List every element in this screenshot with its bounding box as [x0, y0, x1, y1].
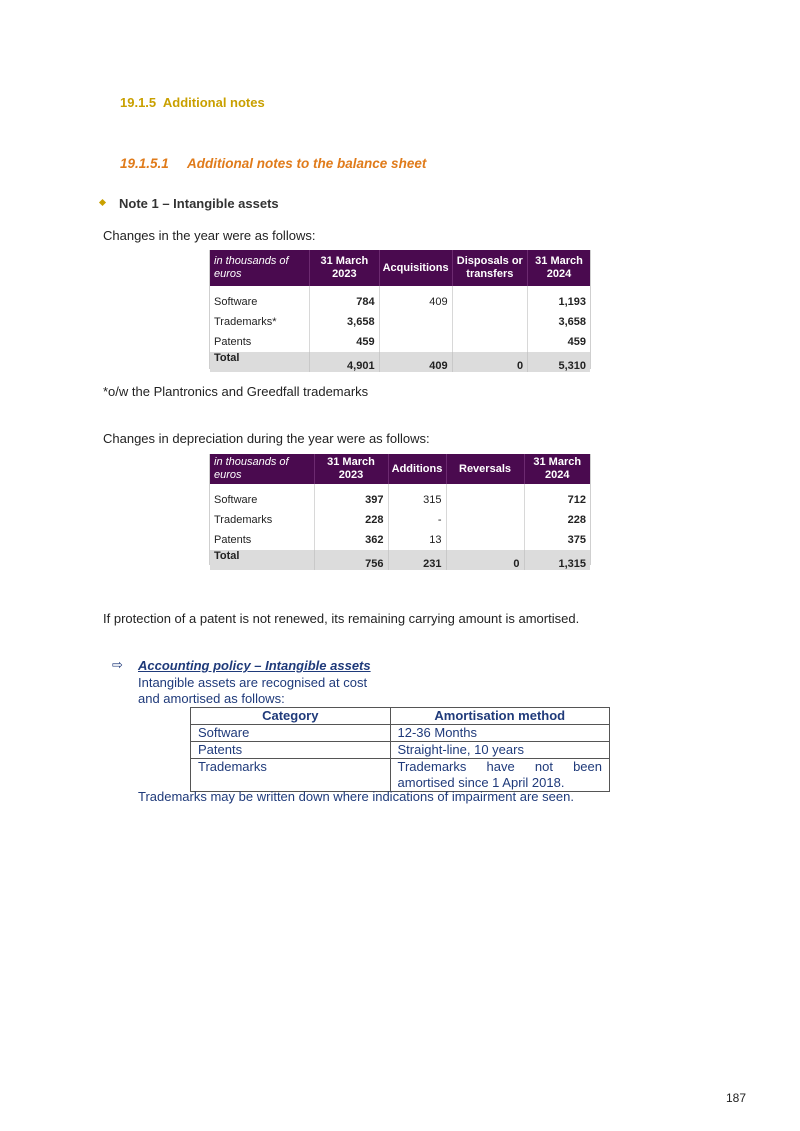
- table-row: [210, 312, 590, 332]
- cell-value: [446, 490, 524, 510]
- cell-value: [452, 332, 527, 352]
- table2-header-row: [210, 454, 590, 484]
- cell-value: 3,658: [310, 312, 379, 332]
- page-number: 187: [725, 1091, 746, 1105]
- table1-header-row: [210, 250, 590, 286]
- policy-line-1: Intangible assets are recognised at cost: [138, 675, 368, 690]
- patent-note: If protection of a patent is not renewed, its remaining carrying amount is amortised.: [103, 611, 580, 626]
- cell-value: [446, 510, 524, 530]
- table-row: [210, 530, 590, 550]
- table1-header-col: 31 March 2024: [528, 250, 590, 286]
- cell-value: 315: [388, 490, 446, 510]
- header-category: Category: [191, 708, 391, 725]
- cell-value: [452, 312, 527, 332]
- bullet-diamond-icon: [99, 199, 106, 206]
- table-row: [210, 490, 590, 510]
- section-heading: 19.1.5 Additional notes: [120, 95, 265, 110]
- cell-value: [379, 332, 452, 352]
- cell-value: 459: [310, 332, 379, 352]
- cell-value: 784: [310, 292, 379, 312]
- total-value: 0: [446, 550, 524, 570]
- cell-value: 409: [379, 292, 452, 312]
- table-row: [210, 510, 590, 530]
- cell-value: 712: [524, 490, 590, 510]
- cell-value: 362: [314, 530, 388, 550]
- total-label: Total: [210, 550, 314, 570]
- table2-header-col: 31 March 2023: [314, 454, 388, 484]
- cell-value: 1,193: [528, 292, 590, 312]
- total-value: 0: [452, 352, 527, 372]
- cell-value: -: [388, 510, 446, 530]
- cell-value: 397: [314, 490, 388, 510]
- category-cell: Software: [191, 725, 391, 742]
- row-label: Patents: [214, 336, 252, 348]
- row-label: Software: [214, 494, 258, 506]
- cell-value: [452, 292, 527, 312]
- cell-value: 375: [524, 530, 590, 550]
- method-cell: 12-36 Months: [390, 725, 609, 742]
- category-cell: Patents: [191, 742, 391, 759]
- amortisation-table: [190, 707, 610, 792]
- intangible-assets-table: [210, 250, 590, 372]
- arrow-right-icon: ⇨: [112, 657, 123, 672]
- policy-closing: Trademarks may be written down where indications of impairment are seen.: [138, 789, 574, 804]
- table-row: [191, 725, 610, 742]
- subsection-heading: 19.1.5.1 Additional notes to the balance sheet: [120, 156, 427, 171]
- row-label: Software: [214, 296, 258, 308]
- total-value: 1,315: [524, 550, 590, 570]
- total-value: 4,901: [310, 352, 379, 372]
- note-heading: [100, 196, 279, 211]
- intro-changes: Changes in the year were as follows:: [103, 228, 316, 243]
- table1-header-col: 31 March 2023: [310, 250, 379, 286]
- amortisation-header-row: [191, 708, 610, 725]
- footnote: *o/w the Plantronics and Greedfall trademarks: [103, 384, 369, 399]
- table2-header-col: 31 March 2024: [524, 454, 590, 484]
- method-cell: Trademarks have not been amortised since 1 April 2018.: [390, 759, 609, 792]
- table-row: [210, 292, 590, 312]
- total-value: 5,310: [528, 352, 590, 372]
- note-title: Note 1 – Intangible assets: [119, 196, 279, 211]
- row-label: Trademarks*: [214, 316, 277, 328]
- table1-header-col: Acquisitions: [379, 250, 452, 286]
- table2-header-unit: in thousands of euros: [210, 454, 314, 484]
- depreciation-table: [210, 454, 590, 570]
- total-value: 409: [379, 352, 452, 372]
- table1-total-row: [210, 352, 590, 372]
- table-row: [191, 759, 610, 792]
- cell-value: 459: [528, 332, 590, 352]
- table2-header-col: Reversals: [446, 454, 524, 484]
- cell-value: 228: [314, 510, 388, 530]
- intro-depreciation: Changes in depreciation during the year were as follows:: [103, 431, 430, 446]
- cell-value: 13: [388, 530, 446, 550]
- row-label: Patents: [214, 534, 252, 546]
- category-cell: Trademarks: [191, 759, 391, 792]
- cell-value: [446, 530, 524, 550]
- total-label: Total: [210, 352, 310, 372]
- policy-line-2: and amortised as follows:: [138, 691, 285, 706]
- table-row: [210, 332, 590, 352]
- cell-value: [379, 312, 452, 332]
- row-label: Trademarks: [214, 514, 273, 526]
- method-cell: Straight-line, 10 years: [390, 742, 609, 759]
- header-method: Amortisation method: [390, 708, 609, 725]
- table-row: [191, 742, 610, 759]
- table1-header-col: Disposals or transfers: [452, 250, 527, 286]
- total-value: 231: [388, 550, 446, 570]
- table2-header-col: Additions: [388, 454, 446, 484]
- policy-title: Accounting policy – Intangible assets: [138, 658, 371, 673]
- cell-value: 228: [524, 510, 590, 530]
- total-value: 756: [314, 550, 388, 570]
- table2-total-row: [210, 550, 590, 570]
- cell-value: 3,658: [528, 312, 590, 332]
- table1-header-unit: in thousands of euros: [210, 250, 310, 286]
